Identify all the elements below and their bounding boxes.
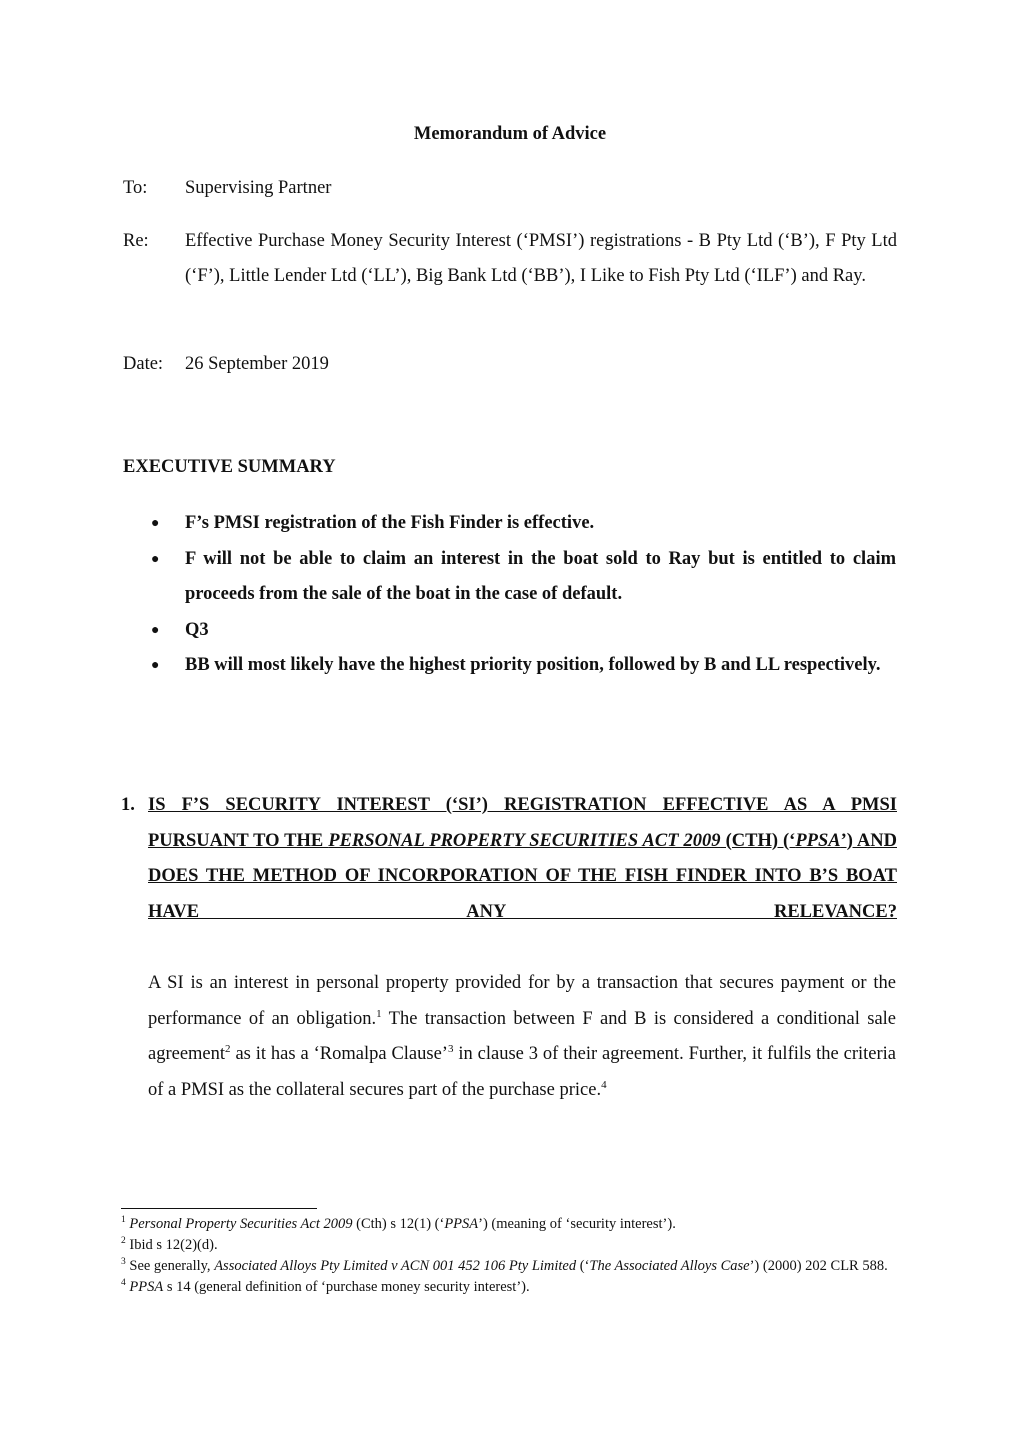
paragraph-text: as it has a ‘Romalpa Clause’ <box>230 1044 448 1064</box>
footnotes <box>121 1214 897 1298</box>
question-act-title: PERSONAL PROPERTY SECURITIES ACT 2009 <box>328 830 721 851</box>
summary-item <box>123 542 896 613</box>
question-1-heading <box>121 788 897 930</box>
summary-item <box>123 648 896 684</box>
footnote-ref[interactable]: 1 <box>376 1007 382 1020</box>
summary-item-text: F will not be able to claim an interest in the boat sold to Ray but is entitled to claim proceeds from the sale of the boat in the case of default. <box>185 548 896 604</box>
summary-item <box>123 613 896 649</box>
bullet-icon: ● <box>151 516 160 531</box>
footnote-ref[interactable]: 3 <box>447 1042 454 1055</box>
to-value: Supervising Partner <box>185 178 332 198</box>
re-value: Effective Purchase Money Security Interest (‘PMSI’) registrations - B Pty Ltd (‘B’), F Pty Ltd (‘F’), Little Lender Ltd (‘LL’), Big Bank Ltd (‘BB’), I Like to Fish Pty Ltd (‘ILF’) and Ray. <box>185 231 897 286</box>
footnote-italic: The Associated Alloys Case <box>589 1258 750 1274</box>
footnote <box>121 1214 897 1235</box>
question-number: 1. <box>121 795 135 815</box>
footnote-text: ’) (meaning of ‘security interest’). <box>478 1216 676 1232</box>
paragraph-text: The transaction between F and B is considered a conditional sale agreement <box>148 1008 897 1064</box>
footnote-text: s 14 (general definition of ‘purchase money security interest’). <box>163 1279 530 1295</box>
footnote <box>121 1235 897 1256</box>
footnote-text: Ibid s 12(2)(d). <box>129 1237 218 1253</box>
footnote-divider <box>121 1208 317 1209</box>
date-value: 26 September 2019 <box>185 354 329 374</box>
to-label: To: <box>123 178 148 198</box>
date-label: Date: <box>123 354 164 374</box>
executive-summary-heading: EXECUTIVE SUMMARY <box>123 457 336 477</box>
footnote-text: (Cth) s 12(1) (‘ <box>352 1216 445 1232</box>
bullet-icon: ● <box>151 658 160 673</box>
re-label: Re: <box>123 231 149 251</box>
footnote-number: 1 <box>121 1215 126 1226</box>
question-text-part: ’) AND DOES THE METHOD OF INCORPORATION OF THE FISH FINDER INTO B’S BOAT HAVE ANY RELEVANCE? <box>148 830 897 922</box>
footnote-text: (‘ <box>576 1258 590 1274</box>
summary-item-text: BB will most likely have the highest priority position, followed by B and LL respectively. <box>185 655 881 675</box>
bullet-icon: ● <box>151 551 160 567</box>
bullet-icon: ● <box>151 622 160 638</box>
footnote-number: 3 <box>121 1257 126 1268</box>
footnote-italic: PPSA <box>444 1216 479 1232</box>
footnote-ref[interactable]: 2 <box>225 1042 231 1055</box>
memo-title: Memorandum of Advice <box>413 124 607 144</box>
question-text-part: (CTH) (‘ <box>720 830 796 851</box>
footnote-italic: Personal Property Securities Act 2009 <box>129 1216 353 1232</box>
footnote-text: See generally, <box>129 1258 215 1274</box>
footnote <box>121 1277 897 1298</box>
paragraph-text: in clause 3 of their agreement. Further, it fulfils the criteria of a PMSI as the collateral secures part of the purchase price. <box>148 1044 896 1100</box>
footnote-text: ’) (2000) 202 CLR 588. <box>749 1258 888 1274</box>
footnote-number: 4 <box>121 1278 126 1289</box>
footnote-number: 2 <box>121 1236 126 1247</box>
footnote-ref[interactable]: 4 <box>601 1078 607 1091</box>
paragraph-text: A SI is an interest in personal property provided for by a transaction that secures payment or the performance of an obligation. <box>148 973 896 1029</box>
question-text <box>148 788 897 930</box>
summary-item <box>123 506 896 542</box>
footnote-italic: PPSA <box>129 1279 164 1295</box>
question-act-abbrev: PPSA <box>795 830 841 851</box>
executive-summary-list <box>123 506 896 684</box>
question-text-part: IS F’S SECURITY INTEREST (‘SI’) REGISTRATION EFFECTIVE AS A PMSI PURSUANT TO THE <box>148 795 897 851</box>
summary-item-text: Q3 <box>185 619 209 640</box>
footnote <box>121 1256 897 1277</box>
body-paragraph <box>148 966 896 1108</box>
footnote-italic: Associated Alloys Pty Limited v ACN 001 452 106 Pty Limited <box>214 1258 577 1274</box>
summary-item-text: F’s PMSI registration of the Fish Finder is effective. <box>185 513 595 533</box>
